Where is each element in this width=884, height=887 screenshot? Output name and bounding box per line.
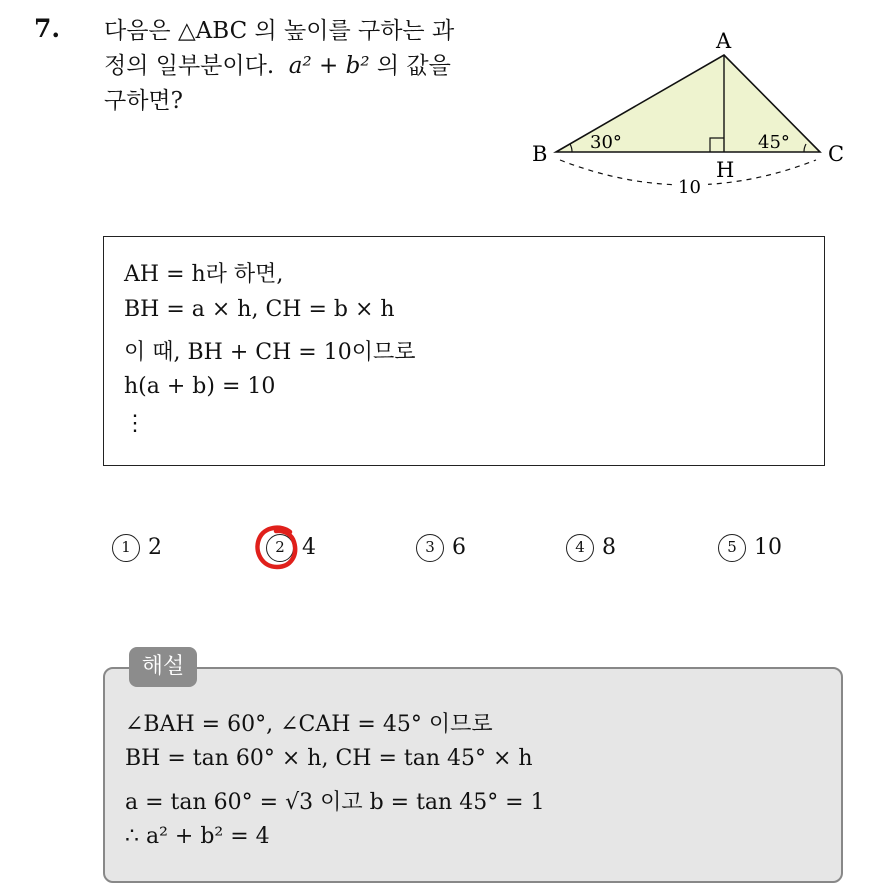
- label-b: B: [532, 142, 548, 166]
- answer-mark-circle: [252, 522, 302, 572]
- box-line-1: AH = h라 하면,: [124, 262, 284, 287]
- choice-4[interactable]: 4 8: [566, 534, 616, 562]
- question-line-1: 다음은 △ABC 의 높이를 구하는 과: [104, 18, 455, 44]
- question-expression: a² + b²: [288, 53, 370, 79]
- label-h: H: [716, 158, 735, 182]
- box-line-5: ⋮: [124, 411, 146, 436]
- question-line-2: 정의 일부분이다. a² + b² 의 값을: [104, 53, 451, 79]
- choice-5[interactable]: 5 10: [718, 534, 782, 562]
- explanation-line-4: ∴ a² + b² = 4: [125, 824, 270, 849]
- explanation-panel: [103, 667, 843, 883]
- choice-2[interactable]: 2 4: [266, 534, 316, 562]
- process-box: [103, 236, 825, 466]
- angle-b-label: 30°: [590, 132, 622, 153]
- question-line-3: 구하면?: [104, 88, 183, 114]
- choice-1[interactable]: 1 2: [112, 534, 162, 562]
- explanation-line-1: ∠BAH = 60°, ∠CAH = 45° 이므로: [125, 712, 493, 737]
- explanation-line-3: a = tan 60° = √3 이고 b = tan 45° = 1: [125, 790, 545, 815]
- angle-c-label: 45°: [758, 132, 790, 153]
- box-line-4: h(a + b) = 10: [124, 374, 276, 399]
- explanation-tag: 해설: [129, 647, 197, 687]
- label-c: C: [828, 142, 845, 166]
- label-a: A: [716, 29, 732, 53]
- triangle-figure: [520, 20, 860, 210]
- question-number: 7.: [34, 14, 61, 43]
- box-line-2: BH = a × h, CH = b × h: [124, 297, 395, 322]
- explanation-line-2: BH = tan 60° × h, CH = tan 45° × h: [125, 746, 533, 771]
- question-text: [104, 14, 514, 119]
- choice-3[interactable]: 3 6: [416, 534, 466, 562]
- box-line-3: 이 때, BH + CH = 10이므로: [124, 340, 416, 365]
- base-length-label: 10: [678, 177, 701, 198]
